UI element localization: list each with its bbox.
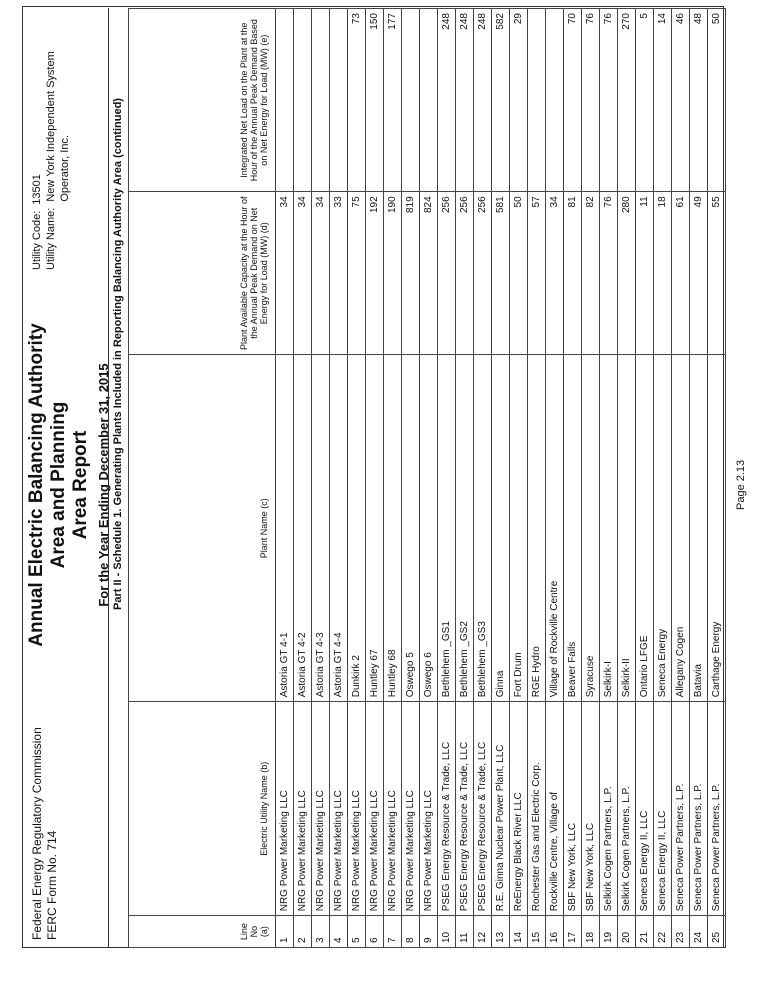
table-row	[600, 9, 618, 948]
line-number: 10	[438, 916, 456, 948]
line-number: 25	[708, 916, 726, 948]
line-number: 14	[510, 916, 528, 948]
capacity-cell: 81	[564, 192, 582, 355]
plant-name-cell: Beaver Falls	[564, 355, 582, 702]
utility-name-cell: SBF New York, LLC	[564, 702, 582, 916]
net-load-cell: 76	[600, 9, 618, 192]
table-row	[672, 9, 690, 948]
col-header-plant: Plant Name (c)	[129, 355, 276, 702]
capacity-cell: 76	[600, 192, 618, 355]
generating-plants-table	[128, 8, 726, 948]
line-number: 9	[420, 916, 438, 948]
plant-name-cell: Oswego 6	[420, 355, 438, 702]
plant-name-cell: Dunkirk 2	[348, 355, 366, 702]
part-heading: Part II - Schedule 1. Generating Plants Included in Reporting Balancing Authority Area (continued)	[112, 98, 124, 610]
capacity-cell: 50	[510, 192, 528, 355]
page-number: Page 2.13	[735, 459, 747, 510]
table-row	[528, 9, 546, 948]
utility-name-cell: NRG Power Marketing LLC	[276, 702, 294, 916]
line-number: 20	[618, 916, 636, 948]
plant-name-cell: Astoria GT 4-3	[312, 355, 330, 702]
net-load-cell	[330, 9, 348, 192]
year-line: For the Year Ending December 31, 2015	[96, 363, 111, 607]
line-number: 3	[312, 916, 330, 948]
plant-name-cell: Bethlehem _GS2	[456, 355, 474, 702]
net-load-cell: 48	[690, 9, 708, 192]
header-divider	[108, 8, 109, 948]
capacity-cell: 75	[348, 192, 366, 355]
table-row	[492, 9, 510, 948]
line-number: 24	[690, 916, 708, 948]
utility-name-cell: Seneca Power Partners, L.P.	[690, 702, 708, 916]
utility-name-cell: NRG Power Marketing LLC	[312, 702, 330, 916]
capacity-cell: 256	[456, 192, 474, 355]
net-load-cell: 248	[438, 9, 456, 192]
capacity-cell: 256	[474, 192, 492, 355]
table-row	[348, 9, 366, 948]
net-load-cell	[294, 9, 312, 192]
plant-name-cell: Oswego 5	[402, 355, 420, 702]
net-load-cell	[546, 9, 564, 192]
line-number: 7	[384, 916, 402, 948]
table-row	[474, 9, 492, 948]
line-number: 18	[582, 916, 600, 948]
line-number: 12	[474, 916, 492, 948]
table-row	[636, 9, 654, 948]
plant-name-cell: Allegany Cogen	[672, 355, 690, 702]
table-row	[510, 9, 528, 948]
net-load-cell: 46	[672, 9, 690, 192]
plant-name-cell: Carthage Energy	[708, 355, 726, 702]
title-line-1: Annual Electric Balancing Authority Area and Planning	[26, 323, 69, 647]
plant-name-cell: Ginna	[492, 355, 510, 702]
plant-name-cell: Astoria GT 4-2	[294, 355, 312, 702]
col-header-capacity: Plant Available Capacity at the Hour of the Annual Peak Demand on Net Energy for Load (MW) (d)	[129, 192, 276, 355]
utility-name-label: Utility Name:	[45, 207, 57, 270]
table-row	[564, 9, 582, 948]
line-number: 16	[546, 916, 564, 948]
capacity-cell: 33	[330, 192, 348, 355]
line-number: 13	[492, 916, 510, 948]
table-row	[456, 9, 474, 948]
table-body	[276, 9, 726, 948]
table-row	[438, 9, 456, 948]
form-number: FERC Form No. 714	[45, 830, 59, 940]
table-row	[294, 9, 312, 948]
line-number: 22	[654, 916, 672, 948]
utility-name-cell: Rochester Gas and Electric Corp.	[528, 702, 546, 916]
capacity-cell: 61	[672, 192, 690, 355]
plant-name-cell: Village of Rockville Centre	[546, 355, 564, 702]
utility-name-cell: NRG Power Marketing LLC	[384, 702, 402, 916]
col-header-utility: Electric Utility Name (b)	[129, 702, 276, 916]
utility-name-cell: R.E. Ginna Nuclear Power Plant, LLC	[492, 702, 510, 916]
capacity-cell: 34	[294, 192, 312, 355]
table-row	[654, 9, 672, 948]
plant-name-cell: Bethlehem _GS3	[474, 355, 492, 702]
plant-name-cell: Huntley 67	[366, 355, 384, 702]
utility-name-cell: Seneca Power Partners, L.P.	[672, 702, 690, 916]
utility-name-cell: SBF New York, LLC	[582, 702, 600, 916]
line-number: 11	[456, 916, 474, 948]
table-row	[402, 9, 420, 948]
line-number: 17	[564, 916, 582, 948]
capacity-cell: 18	[654, 192, 672, 355]
capacity-cell: 280	[618, 192, 636, 355]
plant-name-cell: Selkirk-I	[600, 355, 618, 702]
utility-name-cell: Seneca Energy II, LLC	[636, 702, 654, 916]
plant-name-cell: Selkirk-II	[618, 355, 636, 702]
utility-name-cell: NRG Power Marketing LLC	[330, 702, 348, 916]
capacity-cell: 49	[690, 192, 708, 355]
line-number: 23	[672, 916, 690, 948]
plant-name-cell: RGE Hydro	[528, 355, 546, 702]
table-row	[708, 9, 726, 948]
utility-name-cell: Rockville Centre, Village of	[546, 702, 564, 916]
plant-name-cell: Syracuse	[582, 355, 600, 702]
table-row	[276, 9, 294, 948]
capacity-cell: 34	[276, 192, 294, 355]
table-row	[420, 9, 438, 948]
table-row	[330, 9, 348, 948]
utility-name-cell: PSEG Energy Resource & Trade, LLC	[474, 702, 492, 916]
utility-name-cell: PSEG Energy Resource & Trade, LLC	[438, 702, 456, 916]
utility-name-cell: NRG Power Marketing LLC	[420, 702, 438, 916]
net-load-cell	[312, 9, 330, 192]
capacity-cell: 82	[582, 192, 600, 355]
utility-name-cell: ReEnergy Black River LLC	[510, 702, 528, 916]
line-number: 4	[330, 916, 348, 948]
table-row	[582, 9, 600, 948]
line-number: 8	[402, 916, 420, 948]
utility-name-cell: NRG Power Marketing LLC	[294, 702, 312, 916]
plant-name-cell: Batavia	[690, 355, 708, 702]
utility-name-cell: NRG Power Marketing LLC	[348, 702, 366, 916]
net-load-cell: 248	[474, 9, 492, 192]
net-load-cell: 150	[366, 9, 384, 192]
col-header-line-no: Line No (a)	[129, 916, 276, 948]
utility-name-cell: Selkirk Cogen Partners, L.P.	[618, 702, 636, 916]
utility-name-cell: Selkirk Cogen Partners, L.P.	[600, 702, 618, 916]
line-number: 15	[528, 916, 546, 948]
capacity-cell: 819	[402, 192, 420, 355]
capacity-cell: 581	[492, 192, 510, 355]
utility-name: New York Independent System Operator, Inc.	[45, 51, 71, 202]
report-title	[26, 300, 111, 670]
line-number: 19	[600, 916, 618, 948]
line-number: 5	[348, 916, 366, 948]
table-header-row	[129, 9, 276, 948]
table-row	[384, 9, 402, 948]
net-load-cell	[420, 9, 438, 192]
net-load-cell: 29	[510, 9, 528, 192]
capacity-cell: 34	[546, 192, 564, 355]
capacity-cell: 55	[708, 192, 726, 355]
table-row	[546, 9, 564, 948]
utility-name-cell: NRG Power Marketing LLC	[366, 702, 384, 916]
net-load-cell: 50	[708, 9, 726, 192]
net-load-cell	[402, 9, 420, 192]
table-row	[312, 9, 330, 948]
plant-name-cell: Astoria GT 4-4	[330, 355, 348, 702]
table-row	[366, 9, 384, 948]
capacity-cell: 11	[636, 192, 654, 355]
table-row	[618, 9, 636, 948]
utility-info	[30, 20, 72, 270]
net-load-cell: 248	[456, 9, 474, 192]
utility-name-cell: PSEG Energy Resource & Trade, LLC	[456, 702, 474, 916]
plant-name-cell: Bethlehem _GS1	[438, 355, 456, 702]
agency-header	[30, 727, 60, 940]
line-number: 2	[294, 916, 312, 948]
net-load-cell: 70	[564, 9, 582, 192]
utility-code: 13501	[31, 174, 43, 205]
net-load-cell: 73	[348, 9, 366, 192]
plant-name-cell: Ontario LFGE	[636, 355, 654, 702]
plant-name-cell: Huntley 68	[384, 355, 402, 702]
line-number: 1	[276, 916, 294, 948]
net-load-cell: 177	[384, 9, 402, 192]
net-load-cell: 14	[654, 9, 672, 192]
utility-code-label: Utility Code:	[31, 210, 43, 270]
capacity-cell: 190	[384, 192, 402, 355]
capacity-cell: 57	[528, 192, 546, 355]
col-header-net-load: Integrated Net Load on the Plant at the Hour of the Annual Peak Demand Based on Net Energy for Load (MW) (e)	[129, 9, 276, 192]
line-number: 21	[636, 916, 654, 948]
plant-name-cell: Astoria GT 4-1	[276, 355, 294, 702]
net-load-cell: 582	[492, 9, 510, 192]
net-load-cell: 76	[582, 9, 600, 192]
title-line-2: Area Report	[70, 430, 91, 540]
agency-name: Federal Energy Regulatory Commission	[30, 727, 44, 940]
plant-name-cell: Seneca Energy	[654, 355, 672, 702]
capacity-cell: 824	[420, 192, 438, 355]
utility-name-cell: Seneca Power Partners, L.P.	[708, 702, 726, 916]
capacity-cell: 34	[312, 192, 330, 355]
net-load-cell: 270	[618, 9, 636, 192]
utility-name-cell: Seneca Energy II, LLC	[654, 702, 672, 916]
utility-name-cell: NRG Power Marketing LLC	[402, 702, 420, 916]
capacity-cell: 256	[438, 192, 456, 355]
plant-name-cell: Fort Drum	[510, 355, 528, 702]
net-load-cell	[276, 9, 294, 192]
net-load-cell: 5	[636, 9, 654, 192]
capacity-cell: 192	[366, 192, 384, 355]
net-load-cell	[528, 9, 546, 192]
line-number: 6	[366, 916, 384, 948]
table-row	[690, 9, 708, 948]
